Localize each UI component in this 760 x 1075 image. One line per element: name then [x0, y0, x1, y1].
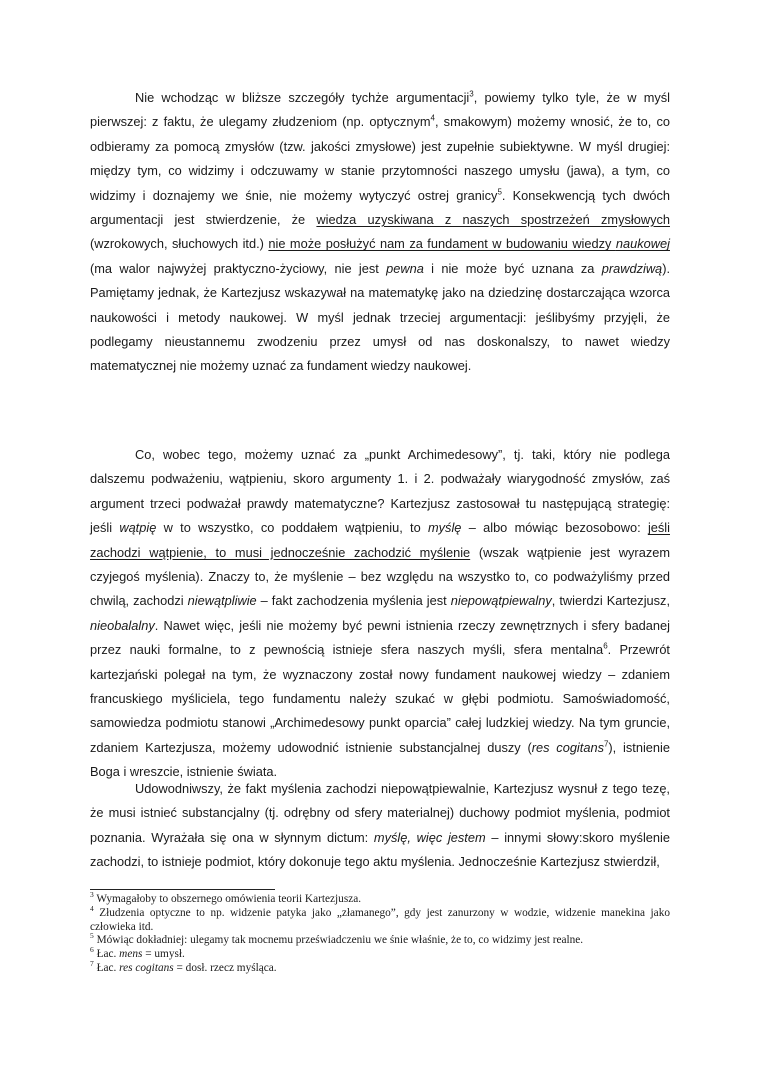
footnote-separator: [90, 889, 275, 890]
underlined-phrase: wiedza uzyskiwana z naszych spostrzeżeń zmysłowych: [316, 212, 670, 228]
text-span: i nie może być uznana za: [423, 260, 602, 276]
footnote-text: Łac.: [93, 961, 120, 974]
footnotes: [90, 890, 670, 976]
footnote-text: Złudzenia optyczne to np. widzenie patyka jako „złamanego”, gdy jest zanurzony w wodzie, widzenie manekina jako człowieka itd.: [90, 906, 670, 933]
text-span: , powiemy tylko tyle, że w myśl pierwszej: z faktu, że ulegamy złudzeniom (np. optycznym: [90, 90, 670, 130]
underlined-phrase: [268, 236, 670, 251]
footnote-7: [90, 959, 670, 976]
footnote-text: = dosł. rzecz myśląca.: [173, 961, 277, 974]
text-span: w to wszystko, co poddałem wątpieniu, to: [156, 520, 428, 536]
text-span: Co, wobec tego, możemy uznać za „punkt Archimedesowy”, tj. taki, który nie podlega dalszemu podważeniu, wątpieniu, skoro argumenty 1. i 2. podważały wiarygodność zmysłów, zaś argument trzeci podważał prawdy matematyczne? Kartezjusz zastosował tu następującą strategię: jeśli: [90, 447, 670, 536]
italic-phrase: naukowej: [615, 236, 670, 252]
footnote-4: [90, 904, 670, 935]
paragraph-1: [90, 86, 670, 379]
text-span: , twierdzi Kartezjusz,: [551, 593, 671, 609]
paragraph-3: [90, 777, 670, 875]
footnote-ref-6[interactable]: 6: [603, 641, 608, 651]
text-span: . Nawet więc, jeśli nie możemy być pewni istnienia rzeczy zewnętrznych i sfery badanej przez nauki formalne, to z pewnością istnieje sfera naszych myśli, sfera mentalna: [90, 617, 670, 658]
text-span: ), istnienie Boga i wreszcie, istnienie świata.: [90, 739, 670, 780]
italic-phrase: pewna: [386, 260, 424, 276]
italic-phrase: wątpię: [119, 520, 157, 536]
text-span: (wszak wątpienie jest wyrazem czyjegoś myślenia). Znaczy to, że myślenie – bez względu na wszystko to, co podważyliśmy przed chwilą, zachodzi: [90, 544, 670, 609]
text-span: – fakt zachodzenia myślenia jest: [256, 593, 451, 609]
paragraph-2: [90, 443, 670, 785]
footnote-6: [90, 945, 670, 962]
footnote-number: 5: [90, 931, 94, 941]
text-span: ). Pamiętamy jednak, że Kartezjusz wskazywał na matematykę jako na dziedzinę dostarczająca wzorca naukowości i metody naukowej. W myśl jednak trzeciej argumentacji: jeślibyśmy przyjęli, że podlegamy nieustannemu zwodzeniu przez umysł od nas doskonalszy, to nawet wiedzy matematycznej nie możemy uznać za fundament wiedzy naukowej.: [90, 260, 671, 374]
footnote-ref-5[interactable]: 5: [497, 187, 502, 197]
footnote-3: [90, 890, 670, 907]
footnote-ref-4[interactable]: 4: [430, 114, 435, 124]
text-span: , smakowym) możemy wnosić, że to, co odbieramy za pomocą zmysłów (tzw. jakości zmysłowe) jest zupełnie subiektywne. W myśl drugiej: między tym, co widzimy i odczuwamy w stanie przytomności naszego umysłu (jawa), a tym, co widzimy i doznajemy we śnie, nie możemy wytyczyć ostrej granicy: [90, 114, 670, 203]
text-span: . Konsekwencją tych dwóch argumentacji jest stwierdzenie, że: [90, 187, 670, 228]
text-span: nie może posłużyć nam za fundament w budowaniu wiedzy: [268, 236, 616, 252]
italic-phrase: nieobalalny: [90, 617, 155, 633]
italic-phrase: myślę, więc jestem: [373, 829, 486, 845]
text-span: – albo mówiąc bezosobowo:: [461, 520, 648, 536]
text-span: (wzrokowych, słuchowych itd.): [90, 236, 269, 252]
italic-phrase: res cogitans: [119, 961, 174, 974]
footnote-text: Łac.: [93, 948, 120, 961]
footnote-5: [90, 931, 670, 948]
footnote-text: Mówiąc dokładniej: ulegamy tak mocnemu przeświadczeniu we śnie właśnie, że to, co widzimy jest realne.: [93, 934, 584, 947]
footnote-number: 6: [90, 945, 94, 955]
footnote-text: = umysł.: [142, 948, 185, 961]
italic-phrase: myślę: [428, 520, 462, 536]
footnote-ref-7[interactable]: 7: [603, 739, 609, 749]
footnote-number: 7: [90, 959, 94, 969]
underlined-phrase: jeśli zachodzi wątpienie, to musi jednocześnie zachodzić myślenie: [90, 520, 670, 560]
text-span: Udowodniwszy, że fakt myślenia zachodzi niepowątpiewalnie, Kartezjusz wysnuł z tego tezę, że musi istnieć substancjalny (tj. odrębny od sfery materialnej) duchowy podmiot myślenia, podmiot poznania. Wyrażała się ona w słynnym dictum:: [90, 781, 670, 845]
text-span: Nie wchodząc w bliższe szczegóły tychże argumentacji: [135, 90, 470, 105]
italic-phrase: prawdziwą: [601, 260, 663, 276]
italic-phrase: niepowątpiewalny: [450, 593, 552, 609]
italic-phrase: res cogitans: [531, 739, 604, 755]
text-span: (ma walor najwyżej praktyczno-życiowy, nie jest: [90, 260, 387, 276]
footnote-number: 4: [90, 904, 94, 914]
footnote-ref-3[interactable]: 3: [469, 89, 474, 99]
text-span: . Przewrót kartezjański polegał na tym, że wyznaczony został nowy fundament naukowej wiedzy – zdaniem francuskiego myśliciela, tego fundamentu należy szukać w głębi podmiotu. Samoświadomość, samowiedza podmiotu stanowi „Archimedesowy punkt oparcia” całej ludzkiej wiedzy. Na tym gruncie, zdaniem Kartezjusza, możemy udowodnić istnienie substancjalnej duszy (: [90, 642, 670, 755]
italic-phrase: niewątpliwie: [187, 593, 257, 609]
footnote-text: Wymagałoby to obszernego omówienia teorii Kartezjusza.: [93, 893, 362, 905]
footnote-number: 3: [90, 890, 94, 900]
text-span: – innymi słowy:skoro myślenie zachodzi, to istnieje podmiot, który dokonuje tego aktu myślenia. Jednocześnie Kartezjusz stwierdził,: [90, 829, 670, 870]
italic-phrase: mens: [119, 948, 143, 961]
